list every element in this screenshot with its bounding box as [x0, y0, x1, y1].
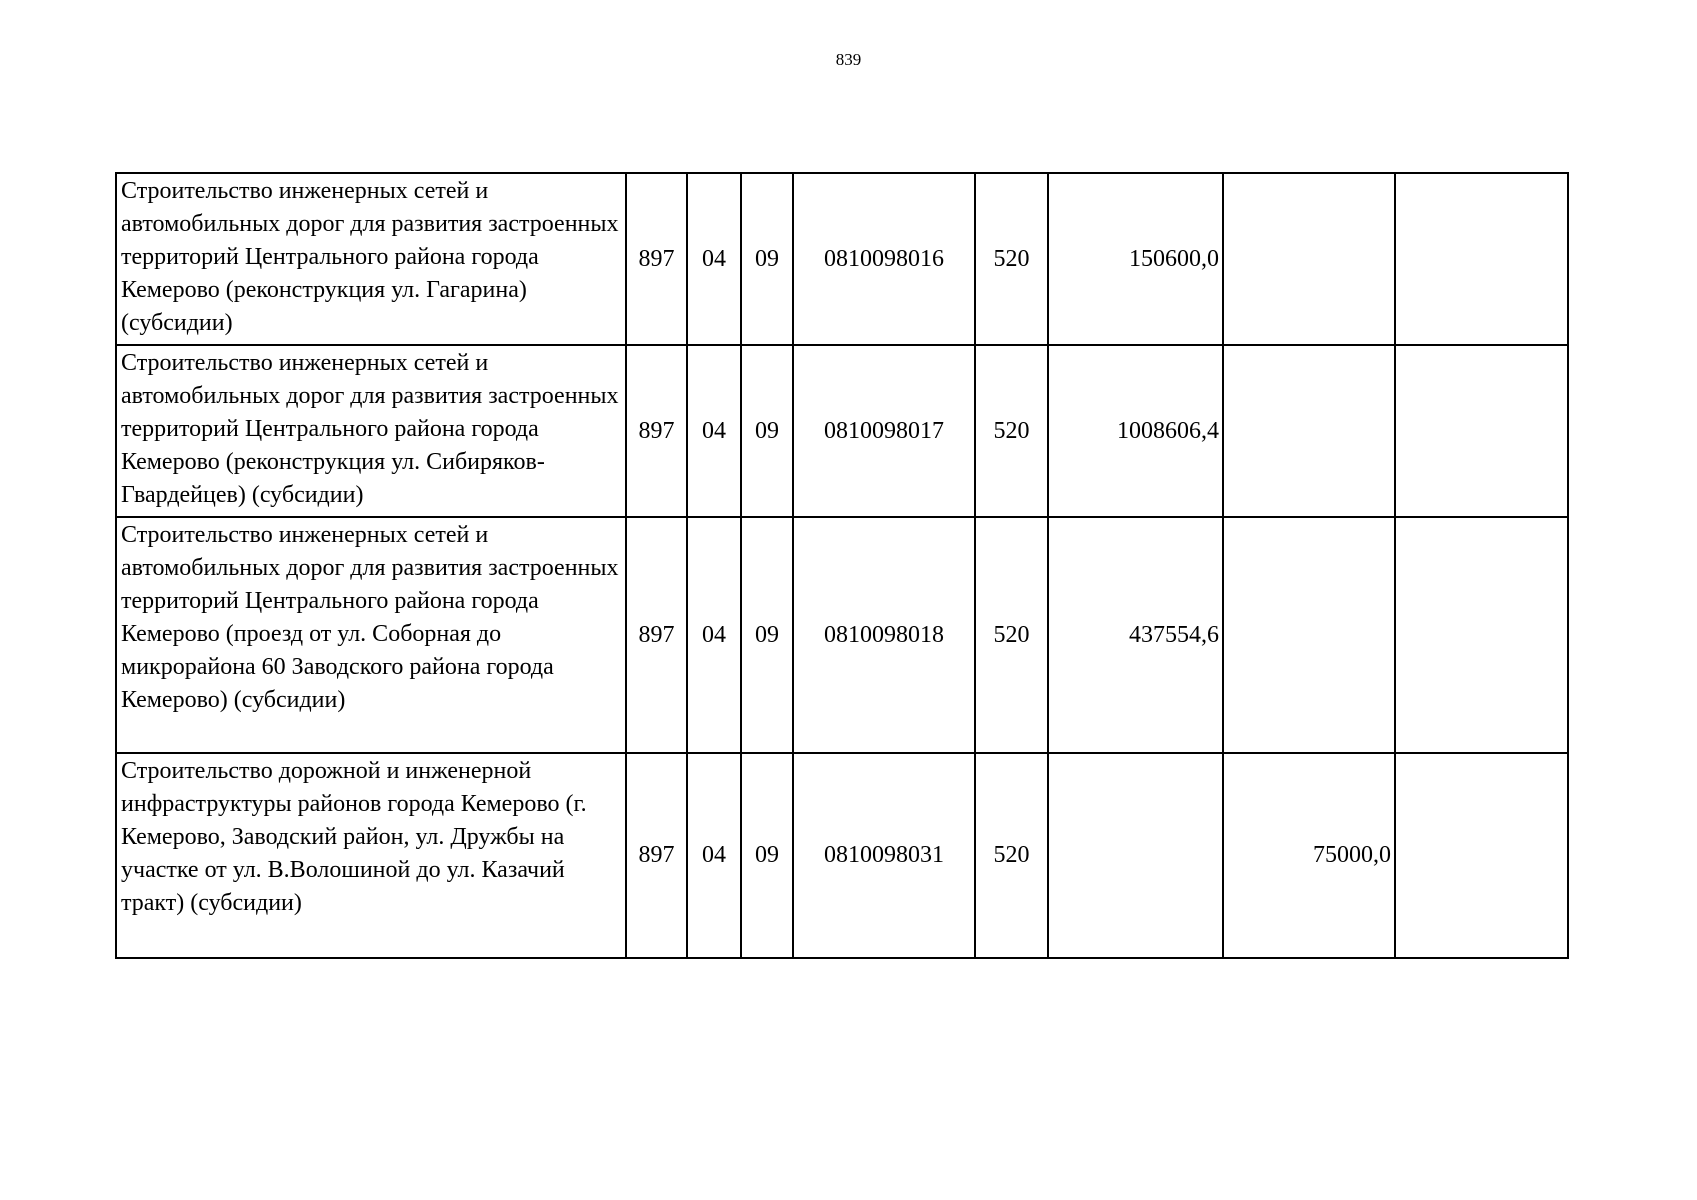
subsection-code: 09: [741, 345, 793, 517]
amount-year-1: 150600,0: [1048, 173, 1223, 345]
table-row: [116, 173, 1568, 345]
row-description: Строительство инженерных сетей и автомобильных дорог для развития застроенных территорий Центрального района города Кемерово (реконструкция ул. Гагарина) (субсидии): [116, 173, 626, 345]
admin-code: 897: [626, 753, 687, 958]
row-description: Строительство инженерных сетей и автомобильных дорог для развития застроенных территорий Центрального района города Кемерово (проезд от ул. Соборная до микрорайона 60 Заводского района города Кемерово) (субсидии): [116, 517, 626, 753]
amount-year-1: 1008606,4: [1048, 345, 1223, 517]
expense-type-code: 520: [975, 345, 1048, 517]
target-article-code: 0810098018: [793, 517, 975, 753]
subsection-code: 09: [741, 753, 793, 958]
section-code: 04: [687, 753, 741, 958]
budget-table: [115, 172, 1569, 959]
amount-year-3: [1395, 173, 1568, 345]
target-article-code: 0810098016: [793, 173, 975, 345]
page-number: 839: [835, 50, 862, 69]
amount-year-3: [1395, 345, 1568, 517]
row-description: Строительство инженерных сетей и автомобильных дорог для развития застроенных территорий Центрального района города Кемерово (реконструкция ул. Сибиряков-Гвардейцев) (субсидии): [116, 345, 626, 517]
amount-year-1: 437554,6: [1048, 517, 1223, 753]
amount-year-3: [1395, 753, 1568, 958]
target-article-code: 0810098017: [793, 345, 975, 517]
table-row: [116, 753, 1568, 958]
expense-type-code: 520: [975, 517, 1048, 753]
section-code: 04: [687, 173, 741, 345]
admin-code: 897: [626, 345, 687, 517]
target-article-code: 0810098031: [793, 753, 975, 958]
subsection-code: 09: [741, 517, 793, 753]
expense-type-code: 520: [975, 753, 1048, 958]
row-description: Строительство дорожной и инженерной инфраструктуры районов города Кемерово (г. Кемерово, Заводский район, ул. Дружбы на участке от ул. В.Волошиной до ул. Казачий тракт) (субсидии): [116, 753, 626, 958]
amount-year-2: 75000,0: [1223, 753, 1395, 958]
amount-year-2: [1223, 345, 1395, 517]
amount-year-2: [1223, 517, 1395, 753]
expense-type-code: 520: [975, 173, 1048, 345]
amount-year-2: [1223, 173, 1395, 345]
subsection-code: 09: [741, 173, 793, 345]
admin-code: 897: [626, 173, 687, 345]
admin-code: 897: [626, 517, 687, 753]
section-code: 04: [687, 517, 741, 753]
amount-year-1: [1048, 753, 1223, 958]
section-code: 04: [687, 345, 741, 517]
amount-year-3: [1395, 517, 1568, 753]
table-row: [116, 517, 1568, 753]
table-row: [116, 345, 1568, 517]
